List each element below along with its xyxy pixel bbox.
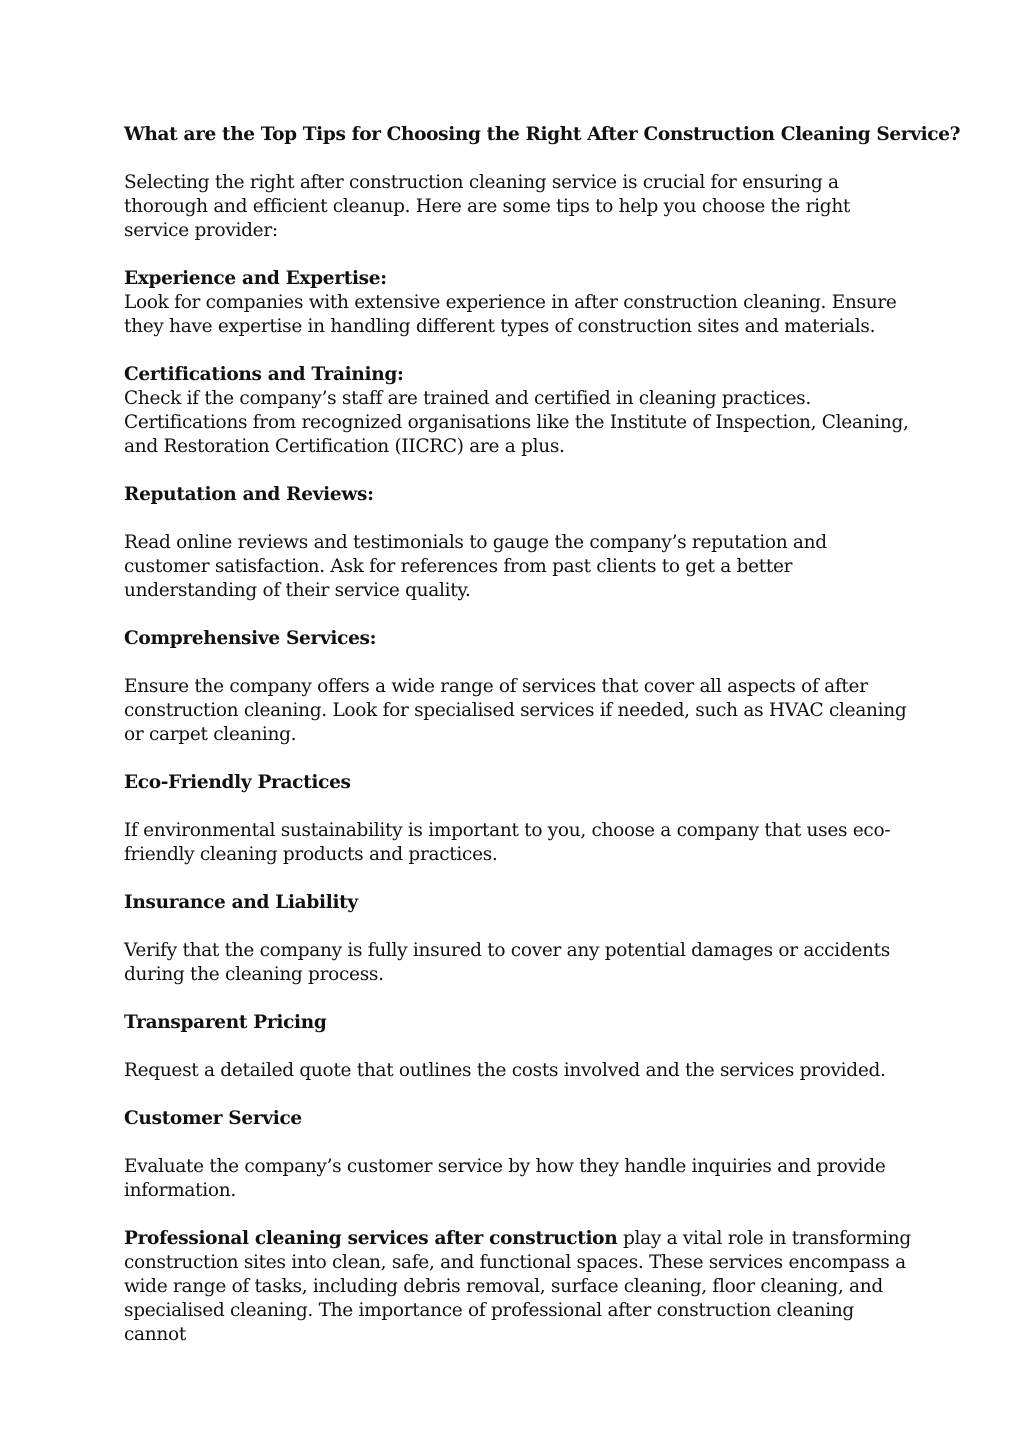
section-heading: Comprehensive Services: (124, 628, 377, 649)
closing-paragraph (124, 1227, 914, 1347)
section-heading: Reputation and Reviews: (124, 484, 374, 505)
section-heading: Experience and Expertise: (124, 268, 387, 289)
section-body: Look for companies with extensive experience in after construction cleaning. Ensure they have expertise in handling different types of construction sites and materials. (124, 292, 897, 337)
section-heading: Certifications and Training: (124, 364, 404, 385)
document-page (124, 123, 961, 1347)
intro-paragraph: Selecting the right after construction cleaning service is crucial for ensuring a thorough and efficient cleanup. Here are some tips to help you choose the right service provider: (124, 172, 851, 241)
section-body: Ensure the company offers a wide range of services that cover all aspects of after construction cleaning. Look for specialised services if needed, such as HVAC cleaning or carpet cleaning. (124, 676, 907, 745)
section-body: If environmental sustainability is important to you, choose a company that uses eco-friendly cleaning products and practices. (124, 820, 891, 865)
closing-text: play a vital role in transforming construction sites into clean, safe, and functional spaces. These services encompass a wide range of tasks, including debris removal, surface cleaning, floor cleaning, and specialised cleaning. The importance of professional after construction cleaning cannot (124, 1228, 911, 1345)
section-body: Evaluate the company’s customer service by how they handle inquiries and provide information. (124, 1156, 886, 1201)
section-comprehensive (124, 627, 914, 747)
section-eco-friendly (124, 771, 914, 867)
closing-bold-lead: Professional cleaning services after construction (124, 1228, 618, 1249)
section-certifications (124, 363, 914, 459)
section-experience (124, 267, 914, 339)
section-customer-service (124, 1107, 914, 1203)
section-body: Verify that the company is fully insured to cover any potential damages or accidents during the cleaning process. (124, 940, 890, 985)
document-title: What are the Top Tips for Choosing the Right After Construction Cleaning Service? (124, 124, 961, 145)
section-heading: Eco-Friendly Practices (124, 772, 351, 793)
section-pricing (124, 1011, 914, 1083)
section-insurance (124, 891, 914, 987)
section-body: Read online reviews and testimonials to gauge the company’s reputation and customer satisfaction. Ask for references from past clients to get a better understanding of their service quality. (124, 532, 827, 601)
section-heading: Transparent Pricing (124, 1012, 327, 1033)
section-body: Request a detailed quote that outlines the costs involved and the services provided. (124, 1060, 886, 1081)
section-body: Check if the company’s staff are trained and certified in cleaning practices. Certifications from recognized organisations like the Institute of Inspection, Cleaning, and Restoration Certification (IICRC) are a plus. (124, 388, 909, 457)
section-heading: Customer Service (124, 1108, 302, 1129)
section-reputation (124, 483, 914, 603)
section-heading: Insurance and Liability (124, 892, 358, 913)
